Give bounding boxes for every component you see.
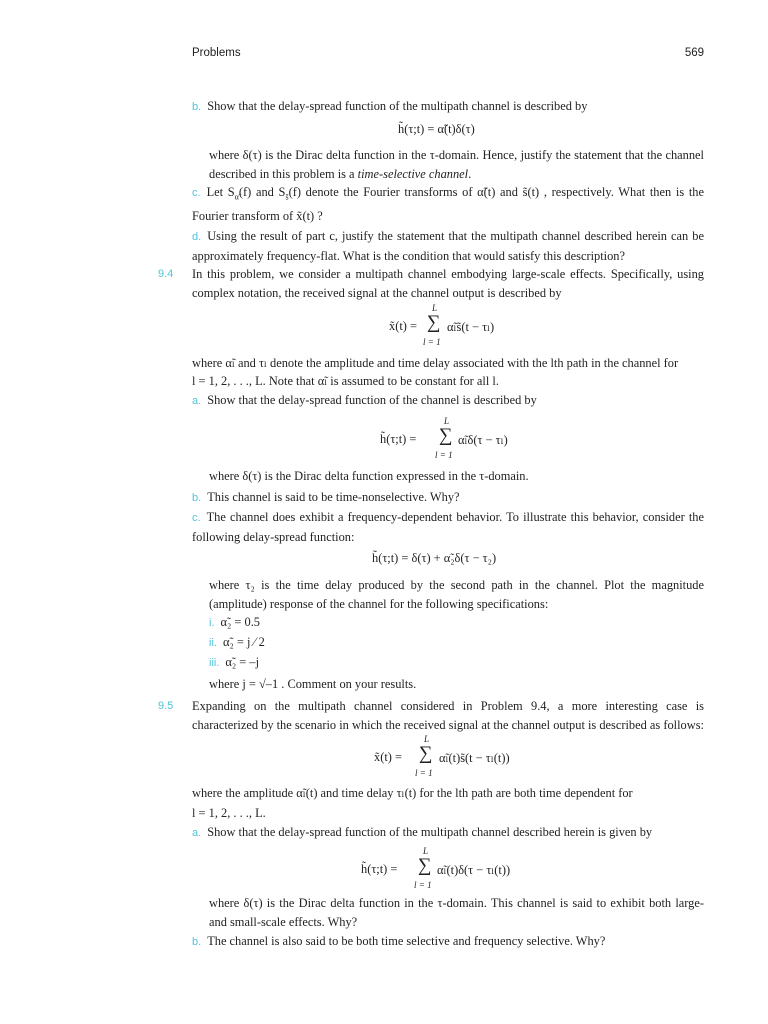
p94-eq-received-signal: x̃(t) = L ∑ l = 1 α̃ₗs̃(t − τₗ) xyxy=(389,303,495,347)
p94-j-definition: where j = √–1 . Comment on your results. xyxy=(209,677,417,691)
summation-symbol: ∑ xyxy=(418,855,432,876)
p93-eq-delay-spread: h̃(τ;t) = α̃(t)δ(τ) xyxy=(398,122,475,136)
p95-a-where: where δ(τ) is the Dirac delta function in the τ-domain. This channel is said to exhibit both large- and small-scale effects. Why? xyxy=(209,896,704,929)
p93-b-where: where δ(τ) is the Dirac delta function in the τ-domain. Hence, justify the statement that the channel described in this problem is a time-selective channel. xyxy=(209,148,704,181)
p93-part-b: b. Show that the delay-spread function of the multipath channel is described by xyxy=(192,99,588,113)
p94-part-c: c. The channel does exhibit a frequency-dependent behavior. To illustrate this behavior, consider the following delay-spread function: xyxy=(192,510,704,544)
p94-a-where: where δ(τ) is the Dirac delta function expressed in the τ-domain. xyxy=(209,469,529,483)
spec-item-i: i. α̃₂ = 0.5 xyxy=(209,615,260,629)
p94-where-2: l = 1, 2, . . ., L. Note that α̃ₗ is assumed to be constant for all l. xyxy=(192,374,499,388)
spec-item-iii: iii. α̃₂ = –j xyxy=(209,655,260,669)
p95-where-2: l = 1, 2, . . ., L. xyxy=(192,806,266,820)
p95-eq-delay-spread: h̃(τ;t) = L ∑ l = 1 α̃ₗ(t)δ(τ − τₗ(t)) xyxy=(361,846,511,890)
p95-part-b: b. The channel is also said to be both time selective and frequency selective. Why? xyxy=(192,934,606,948)
summation-symbol: ∑ xyxy=(419,743,433,764)
running-title: Problems xyxy=(192,47,241,59)
p94-eq-c: h̃(τ;t) = δ(τ) + α̃₂δ(τ − τ₂) xyxy=(372,551,497,565)
p94-intro: In this problem, we consider a multipath channel embodying large-scale effects. Specifically, using complex notation, the received signal at the channel output is described by xyxy=(192,267,704,300)
p93-part-c: c. Let $S_{\alphã}(f)$ and $S_{s̃}(f)$ denote the Fourier transforms of α̃(t) and s̃(t) , respectively. What then is the Fourier transform of x̃(t) ? xyxy=(192,185,704,223)
p94-where-1: where α̃ₗ and τₗ denote the amplitude and time delay associated with the lth path in the channel for xyxy=(192,356,679,370)
summation-symbol: ∑ xyxy=(439,425,453,446)
page-number: 569 xyxy=(684,47,704,59)
p94-eq-delay-spread: h̃(τ;t) = L ∑ l = 1 α̃ₗδ(τ − τₗ) xyxy=(380,416,508,460)
summation-symbol: ∑ xyxy=(427,312,441,333)
spec-item-ii: ii. α̃₂ = j ⁄ 2 xyxy=(209,635,265,649)
p95-part-a: a. Show that the delay-spread function of the multipath channel described herein is given by xyxy=(192,825,653,839)
p95-where-1: where the amplitude α̃ₗ(t) and time delay τₗ(t) for the lth path are both time dependent for xyxy=(192,786,633,800)
running-header xyxy=(192,47,704,63)
p94-c-where: where τ₂ is the time delay produced by the second path in the channel. Plot the magnitude (amplitude) response of the channel for the following specifications: xyxy=(209,578,704,611)
p94-part-a: a. Show that the delay-spread function of the channel is described by xyxy=(192,393,537,407)
p93-part-d: d. Using the result of part c, justify the statement that the multipath channel described herein can be approximately frequency-flat. What is the condition that would satisfy this description? xyxy=(192,229,704,263)
p95-eq-received-signal: x̃(t) = L ∑ l = 1 α̃ₗ(t)s̃(t − τₗ(t)) xyxy=(374,734,510,778)
problem-9-5-number: 9.5 xyxy=(158,700,174,712)
problem-9-4-number: 9.4 xyxy=(158,268,174,280)
p95-intro: Expanding on the multipath channel considered in Problem 9.4, a more interesting case is characterized by the scenario in which the received signal at the channel output is described as follows: xyxy=(192,699,704,732)
p94-part-b: b. This channel is said to be time-nonselective. Why? xyxy=(192,490,460,504)
